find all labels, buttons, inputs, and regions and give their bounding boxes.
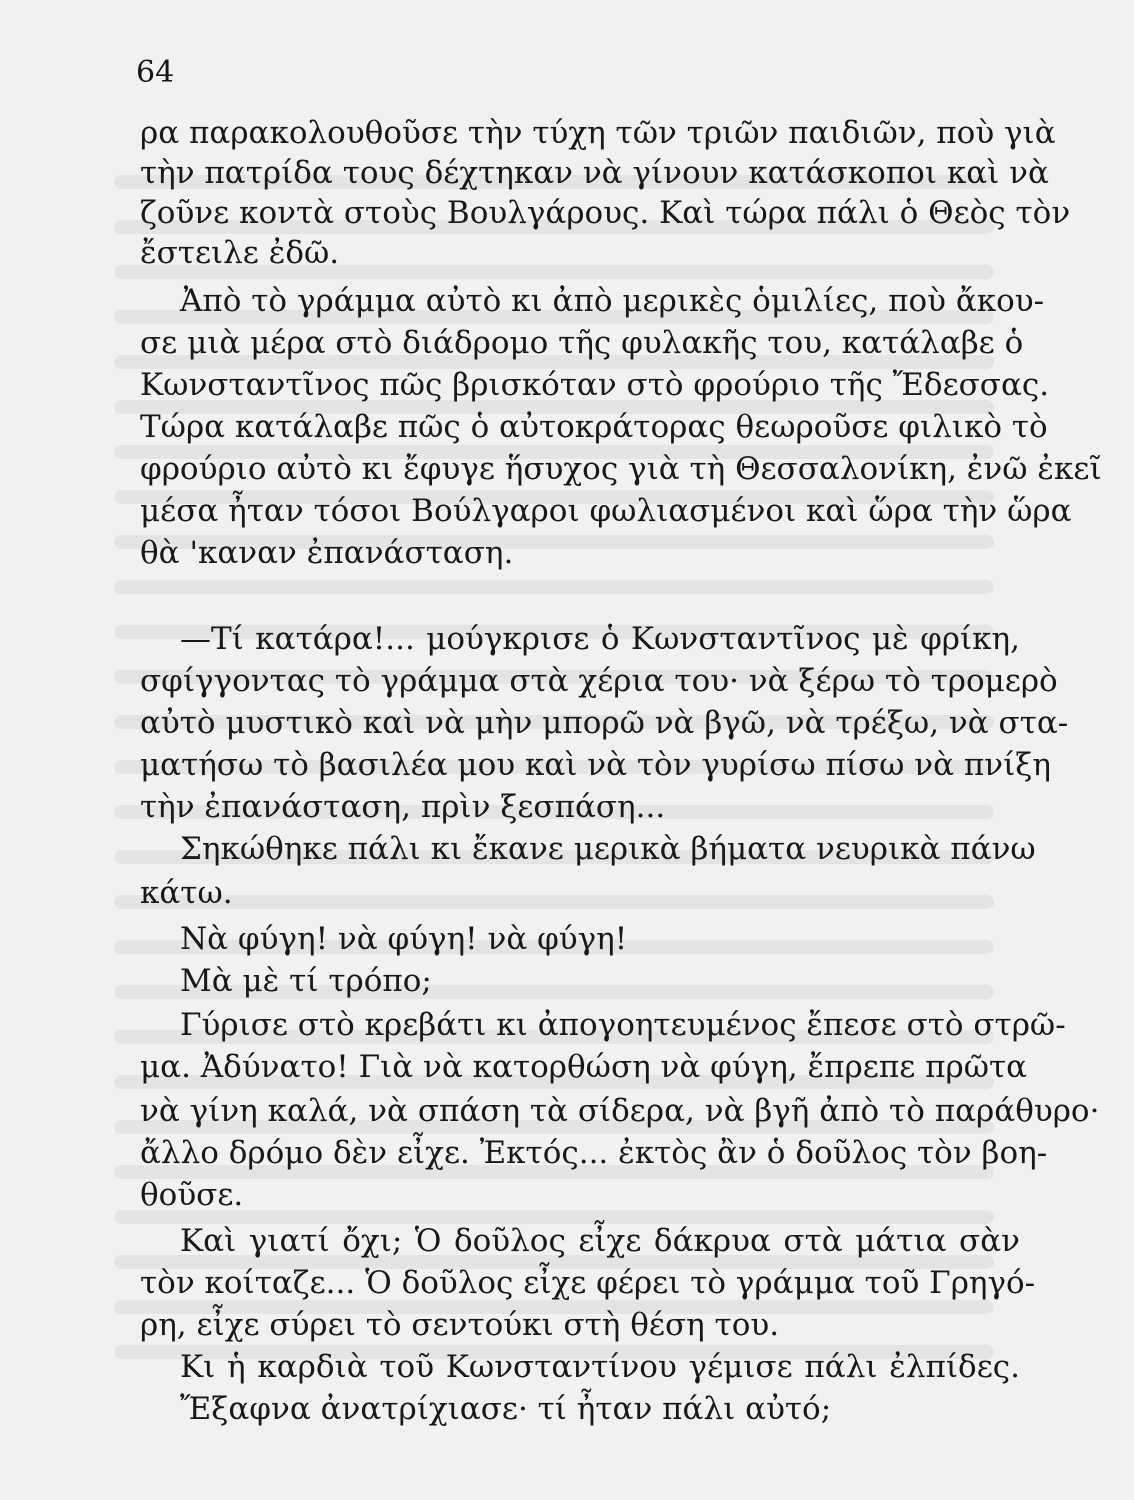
text-line: ρα παρακολουθοῦσε τὴν τύχη τῶν τριῶν παιδιῶν, ποὺ γιὰ <box>140 115 1056 151</box>
text-line: ματήσω τὸ βασιλέα μου καὶ νὰ τὸν γυρίσω πίσω νὰ πνίξη <box>140 747 1051 783</box>
text-line: Ἔξαφνα ἀνατρίχιασε· τί ἦταν πάλι αὐτό; <box>180 1391 832 1427</box>
text-line: Γύρισε στὸ κρεβάτι κι ἀπογοητευμένος ἔπεσε στὸ στρῶ- <box>180 1007 1066 1043</box>
text-line: Σηκώθηκε πάλι κι ἔκανε μερικὰ βήματα νευρικὰ πάνω <box>180 831 1036 867</box>
text-line: ἔστειλε ἐδῶ. <box>140 235 340 271</box>
text-line: Μὰ μὲ τί τρόπο; <box>180 963 432 999</box>
text-line: Τώρα κατάλαβε πῶς ὁ αὐτοκράτορας θεωροῦσε φιλικὸ τὸ <box>140 409 1048 445</box>
text-line: Κωνσταντῖνος πῶς βρισκόταν στὸ φρούριο τῆς Ἔδεσσας. <box>140 367 1050 403</box>
text-line: θοῦσε. <box>140 1177 244 1213</box>
text-line: ἄλλο δρόμο δὲν εἶχε. Ἐκτός... ἐκτὸς ἂν ὁ δοῦλος τὸν βοη- <box>140 1135 1048 1171</box>
text-line: ζοῦνε κοντὰ στοὺς Βουλγάρους. Καὶ τώρα πάλι ὁ Θεὸς τὸν <box>140 195 1071 231</box>
page-number: 64 <box>136 55 175 90</box>
text-line <box>140 575 1020 615</box>
text-line: σφίγγοντας τὸ γράμμα στὰ χέρια του· νὰ ξέρω τὸ τρομερὸ <box>140 663 1058 699</box>
text-line: φρούριο αὐτὸ κι ἔφυγε ἥσυχος γιὰ τὴ Θεσσαλονίκη, ἐνῶ ἐκεῖ <box>140 451 1102 487</box>
text-line: Καὶ γιατί ὄχι; Ὁ δοῦλος εἶχε δάκρυα στὰ μάτια σὰν <box>180 1223 1020 1259</box>
text-line: ρη, εἶχε σύρει τὸ σεντούκι στὴ θέση του. <box>140 1307 780 1343</box>
text-line: Νὰ φύγη! νὰ φύγη! νὰ φύγη! <box>180 921 628 957</box>
text-line: τὴν ἐπανάσταση, πρὶν ξεσπάση... <box>140 789 666 825</box>
text-line: κάτω. <box>140 875 233 911</box>
text-line: —Τί κατάρα!... μούγκρισε ὁ Κωνσταντῖνος μὲ φρίκη, <box>180 621 1020 657</box>
text-line: τὴν πατρίδα τους δέχτηκαν νὰ γίνουν κατάσκοποι καὶ νὰ <box>140 155 1049 191</box>
text-line: τὸν κοίταζε... Ὁ δοῦλος εἶχε φέρει τὸ γράμμα τοῦ Γρηγό- <box>140 1265 1036 1301</box>
text-line: θὰ 'καναν ἐπανάσταση. <box>140 535 514 571</box>
text-line: αὐτὸ μυστικὸ καὶ νὰ μὴν μπορῶ νὰ βγῶ, νὰ τρέξω, νὰ στα- <box>140 705 1069 741</box>
text-line: νὰ γίνη καλά, νὰ σπάση τὰ σίδερα, νὰ βγῆ ἀπὸ τὸ παράθυρο· <box>140 1093 1100 1129</box>
text-line: σε μιὰ μέρα στὸ διάδρομο τῆς φυλακῆς του, κατάλαβε ὁ <box>140 325 1024 361</box>
text-line: μα. Ἀδύνατο! Γιὰ νὰ κατορθώση νὰ φύγη, ἔπρεπε πρῶτα <box>140 1049 1028 1085</box>
text-line: μέσα ἦταν τόσοι Βούλγαροι φωλιασμένοι καὶ ὥρα τὴν ὥρα <box>140 493 1072 529</box>
text-line: Ἀπὸ τὸ γράμμα αὐτὸ κι ἀπὸ μερικὲς ὁμιλίες, ποὺ ἄκου- <box>180 283 1045 319</box>
text-line: Κι ἡ καρδιὰ τοῦ Κωνσταντίνου γέμισε πάλι ἐλπίδες. <box>180 1349 1020 1385</box>
